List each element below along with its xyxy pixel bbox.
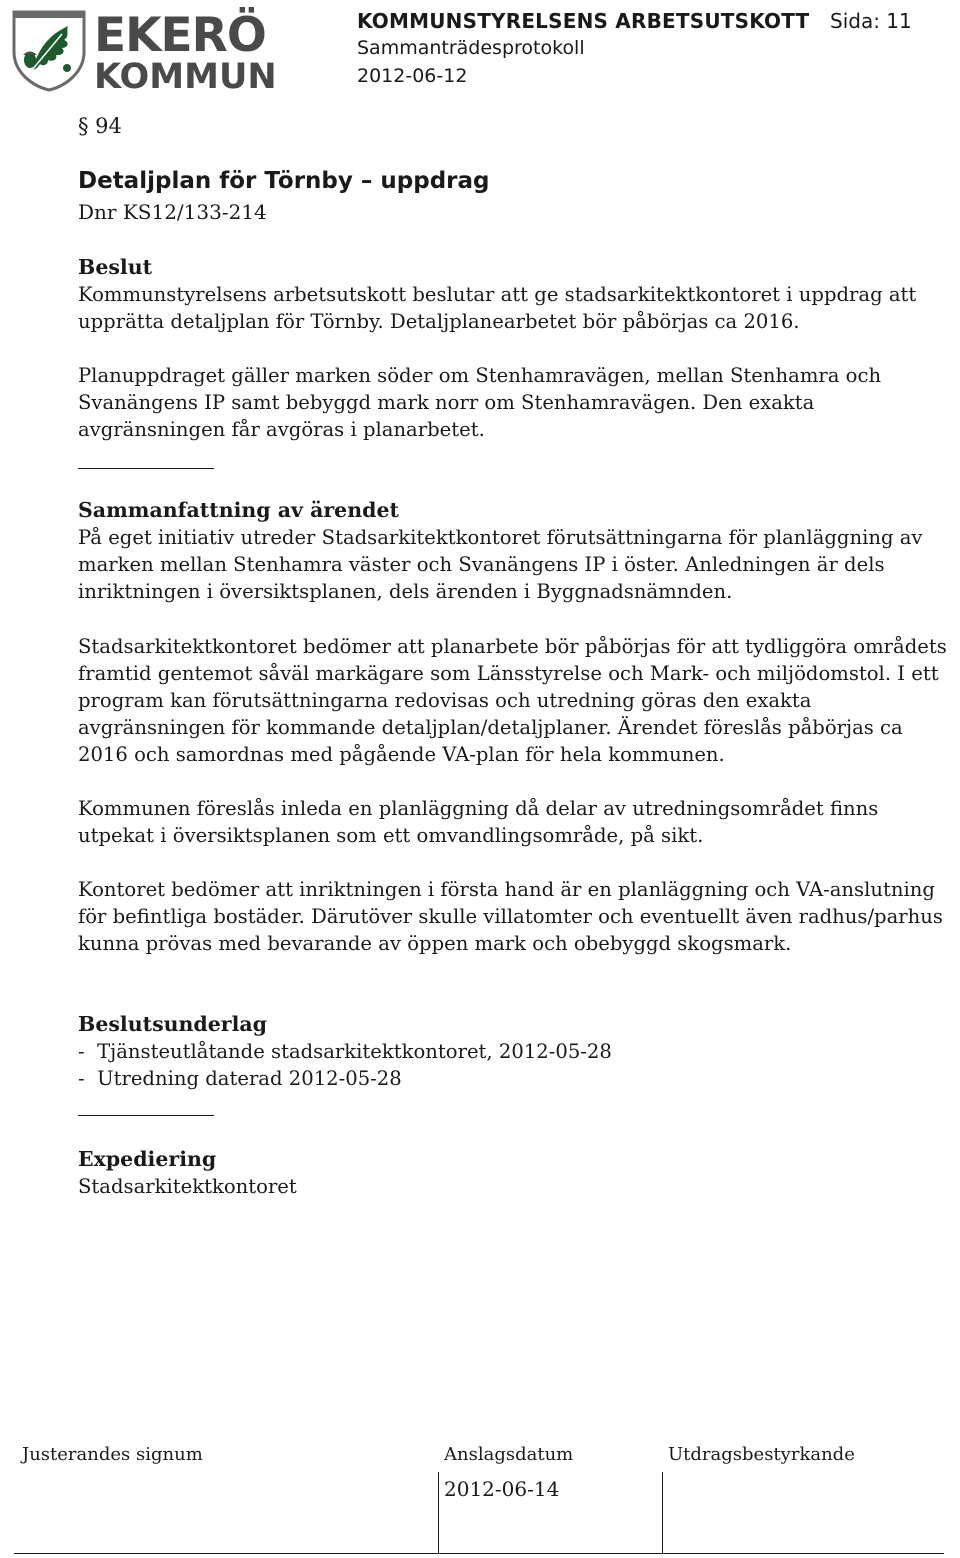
distribution-recipient: Stadsarkitektkontoret — [78, 1175, 297, 1198]
page-number: Sida: 11 — [830, 9, 912, 33]
summary-paragraph: Kontoret bedömer att inriktningen i första hand är en planläggning och VA-anslutning för befintliga bostäder. Därutöver skulle villatomter och eventuellt även radhus/parhus kunna prövas med bevarande av öppen mark och obebyggd skogsmark. — [78, 878, 943, 955]
list-item: - Utredning daterad 2012-05-28 — [78, 1067, 402, 1090]
summary-assessment — [78, 633, 958, 768]
decision-paragraph: Planuppdraget gäller marken söder om Stenhamravägen, mellan Stenhamra och Svanängens IP samt bebyggd mark norr om Stenhamravägen. Den exakta avgränsningen får avgöras i planarbetet. — [78, 364, 882, 441]
meeting-date: 2012-06-12 — [357, 65, 468, 87]
list-item: - Tjänsteutlåtande stadsarkitektkontoret, 2012-05-28 — [78, 1040, 612, 1063]
summary-direction — [78, 876, 958, 957]
divider — [78, 468, 214, 469]
decision-paragraph: Kommunstyrelsens arbetsutskott beslutar att ge stadsarkitektkontoret i uppdrag att upprätta detaljplan för Törnby. Detaljplanearbetet bör påbörjas ca 2016. — [78, 283, 917, 333]
footer-posting-date: 2012-06-14 — [444, 1477, 560, 1501]
decision-basis-heading: Beslutsunderlag — [78, 1012, 268, 1036]
footer-baseline — [14, 1553, 944, 1554]
summary-paragraph: Stadsarkitektkontoret bedömer att planarbete bör påbörjas för att tydliggöra områdets framtid gentemot såväl markägare som Länsstyrelse och Mark- och miljödomstol. I ett program kan förutsättningarna redovisas och utredning göras den exakta avgränsningen för kommande detaljplan/detaljplaner. Ärendet föreslås påbörjas ca 2016 och samordnas med pågående VA-plan för hela kommunen. — [78, 635, 947, 766]
logo-text-kommun: KOMMUN — [94, 57, 277, 97]
municipality-logo — [10, 8, 277, 97]
summary-proposal — [78, 795, 958, 849]
distribution-section — [78, 1146, 958, 1200]
organization-name: KOMMUNSTYRELSENS ARBETSUTSKOTT — [357, 9, 810, 33]
page-title: Detaljplan för Törnby – uppdrag — [78, 168, 490, 194]
footer-certification-label: Utdragsbestyrkande — [668, 1444, 855, 1465]
summary-section — [78, 497, 958, 605]
summary-paragraph: På eget initiativ utreder Stadsarkitektkontoret förutsättningarna för planläggning av marken mellan Stenhamra väster och Svanängens IP i öster. Anledningen är dels inriktningen i översiktsplanen, dels ärenden i Byggnadsnämnden. — [78, 526, 923, 603]
footer-divider — [662, 1472, 663, 1554]
summary-heading: Sammanfattning av ärendet — [78, 498, 399, 522]
oak-leaf-shield-icon — [10, 8, 88, 92]
footer-signature-label: Justerandes signum — [22, 1444, 203, 1465]
paragraph-number: § 94 — [78, 114, 122, 138]
summary-paragraph: Kommunen föreslås inleda en planläggning då delar av utredningsområdet finns utpekat i översiktsplanen som ett omvandlingsområde, på sikt. — [78, 797, 879, 847]
footer-posting-date-label: Anslagsdatum — [444, 1444, 574, 1465]
decision-heading: Beslut — [78, 255, 153, 279]
case-number: Dnr KS12/133-214 — [78, 200, 267, 224]
divider — [78, 1115, 214, 1116]
distribution-heading: Expediering — [78, 1147, 217, 1171]
footer-divider — [438, 1472, 439, 1554]
protocol-type: Sammanträdesprotokoll — [357, 37, 585, 59]
decision-section — [78, 254, 958, 335]
decision-basis-section — [78, 1011, 958, 1092]
decision-scope — [78, 362, 958, 443]
logo-text-ekero: EKERÖ — [94, 8, 266, 63]
